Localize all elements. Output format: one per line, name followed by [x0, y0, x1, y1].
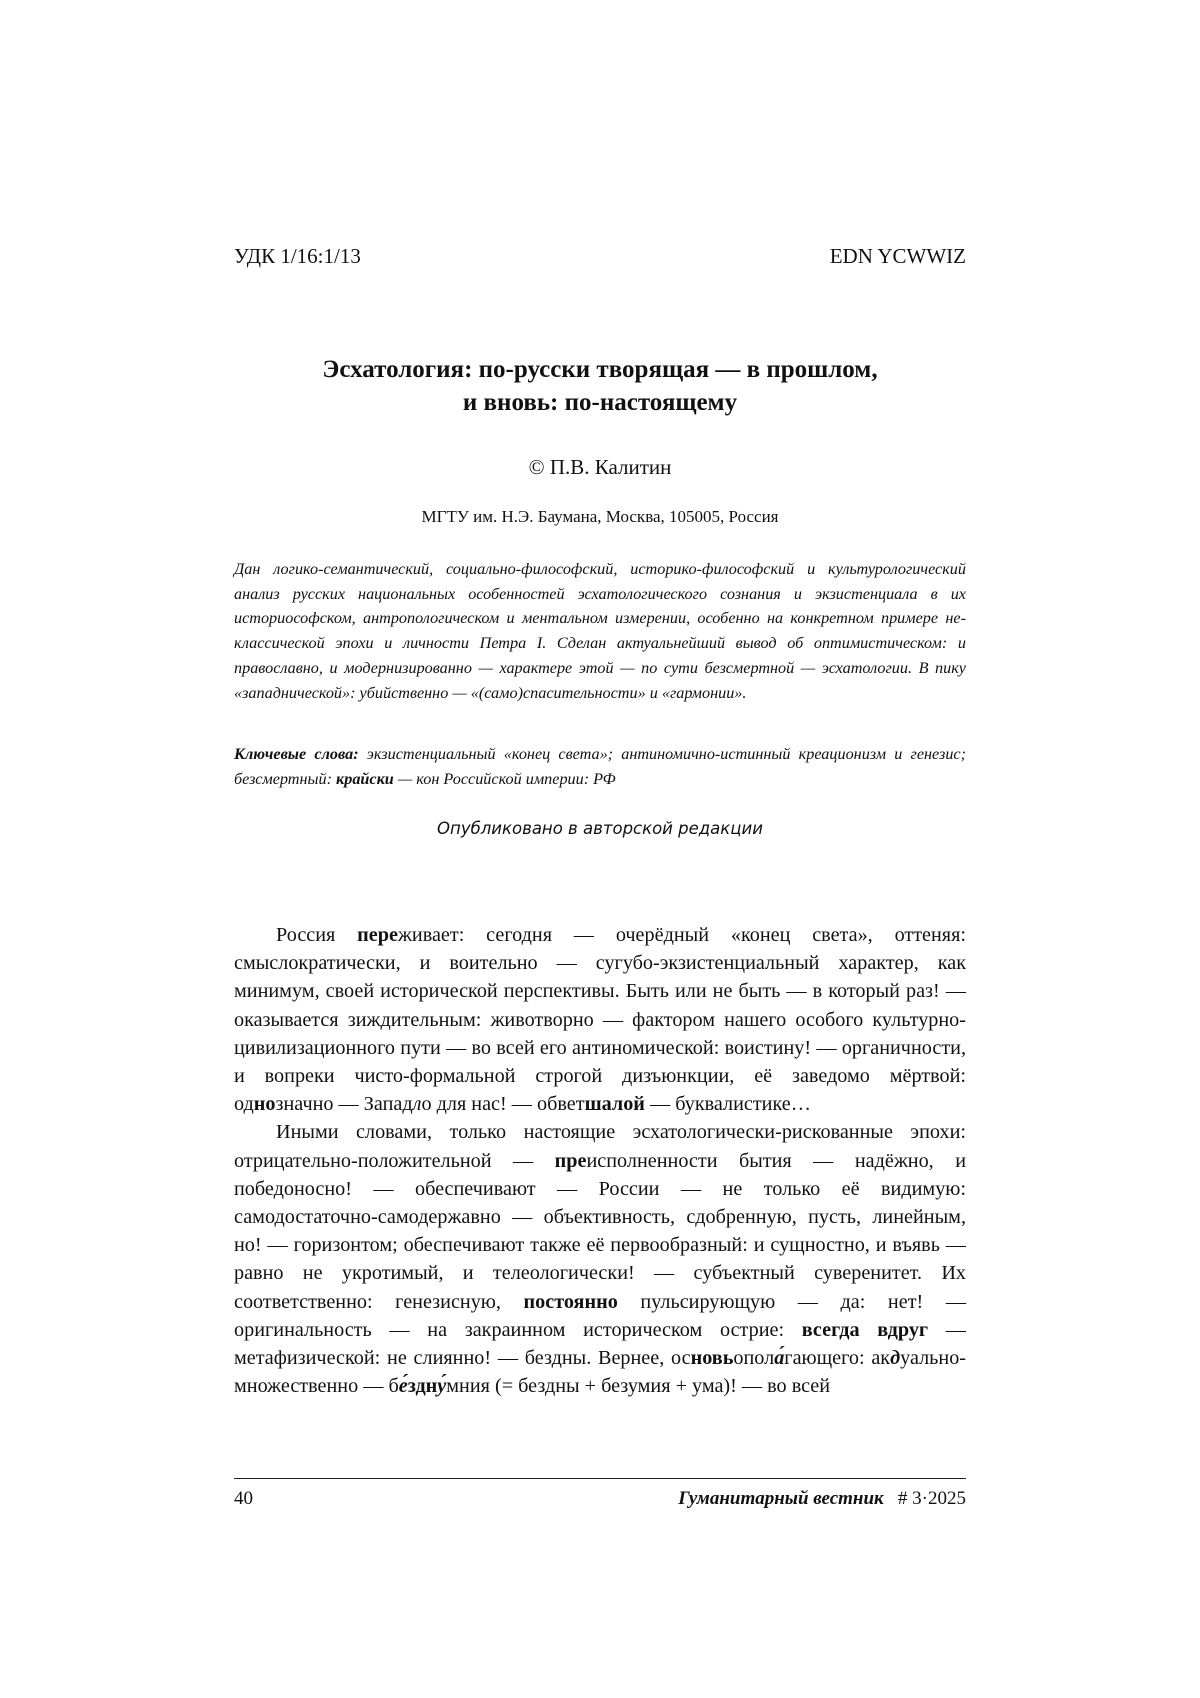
- bold-run: здн: [407, 1375, 438, 1398]
- article-title: [200, 353, 1000, 419]
- bold-run: шалой: [584, 1093, 645, 1116]
- bold-run: постоянно: [523, 1290, 618, 1313]
- italic-run: л: [412, 1093, 422, 1116]
- author: © П.В. Калитин: [528, 455, 672, 479]
- text-run: исполненности бытия — надёжно, и победоносно! — обеспечивают — России — не только её видимую: самодостаточно-самодержавно — объективность, сдобренную, пусть, линейным, но! — горизонтом; обеспечивают также её первообразный: и сущностно, и въявь — равно не укротимый, и телеологически! — субъектный суверенитет. Их соответственно: генезисную,: [234, 1149, 966, 1313]
- bold-run: но: [253, 1093, 276, 1116]
- bold-run: пере: [357, 924, 398, 946]
- bold-italic-run: а́: [774, 1347, 785, 1370]
- keywords-text-end: — кон Российской империи: РФ: [393, 769, 616, 788]
- text-run: опол: [733, 1347, 775, 1370]
- body-paragraph-2: [234, 1118, 966, 1400]
- journal-issue: [678, 1487, 966, 1511]
- text-run: пульсирующую — да: нет! — оригинальность — на закраинном историческом острие:: [234, 1290, 967, 1341]
- bold-run: новь: [690, 1347, 734, 1370]
- text-run: Россия: [276, 924, 358, 946]
- title-line-2: и вновь: по-настоящему: [462, 389, 738, 416]
- text-run: — метафизической: не слиянно! — бездны. Вернее, ос: [234, 1318, 966, 1370]
- bold-run: пре: [554, 1149, 587, 1172]
- bold-italic-run: е́: [398, 1375, 408, 1398]
- text-run: гающего: ак: [784, 1347, 891, 1370]
- text-run: Иными словами, только настоящие эсхатологически-рискованные эпохи: отрицательно-положительной —: [234, 1121, 966, 1172]
- article-body: [234, 921, 966, 1400]
- bold-run: всегда вдруг: [801, 1318, 929, 1341]
- body-paragraph-1: [234, 921, 966, 1118]
- keywords-text: экзистенциальный «конец света»; антиномично-истинный креационизм и генезис; безсмертный:: [234, 745, 966, 788]
- abstract: Дан логико-семантический, социально-философский, историко-философский и культурологический анализ русских национальных особенностей эсхатологического сознания и экзистенциала в их историософском, антропологическом и ментальном измерении, особенно на конкретном примере не-классической эпохи и личности Петра I. Сделан актуальнейший вывод об оптимистическом: и православно, и модернизированно — характере этой — по сути безсмертной — эсхатологии. В пику «западнической»: убийственно — «(само)спасительности» и «гармонии».: [234, 560, 966, 702]
- edn-code: EDN YCWWIZ: [829, 244, 966, 268]
- text-run: уально-множественно — б: [234, 1347, 967, 1398]
- keywords-label: Ключевые слова:: [234, 745, 359, 763]
- text-run: значно — Запад: [275, 1093, 413, 1116]
- text-run: мния (= бездны + безумия + ума)! — во всей: [446, 1375, 831, 1398]
- affiliation: МГТУ им. Н.Э. Баумана, Москва, 105005, Россия: [421, 507, 779, 526]
- udk-code: УДК 1/16:1/13: [234, 244, 361, 268]
- journal-name: Гуманитарный вестник: [678, 1488, 884, 1509]
- title-line-1: Эсхатология: по-русски творящая — в прошлом,: [322, 356, 878, 383]
- keywords: [234, 742, 966, 791]
- page-number: 40: [234, 1488, 253, 1509]
- text-run: о для нас! — обвет: [421, 1093, 585, 1116]
- bold-italic-run: у́: [437, 1375, 447, 1398]
- text-run: — буквалистике…: [644, 1093, 811, 1116]
- issue-number: # 3·2025: [897, 1488, 966, 1509]
- published-note: Опубликовано в авторской редакции: [437, 819, 763, 838]
- text-run: живает: сегодня — очерёдный «конец света», оттеняя: смыслократически, и воительно — сугубо-экзистенциальный характер, как минимум, своей исторической перспективы. Быть или не быть — в который раз! — оказывается зиждительным: животворно — фактором нашего особого культурно-цивилизационного пути — во всей его антиномической: воистину! — органичности, и вопреки чисто-формальной строгой дизъюнкции, её заведомо мёртвой: од: [234, 924, 966, 1116]
- bold-italic-run: д: [890, 1347, 901, 1370]
- footer-divider: [234, 1478, 966, 1479]
- keywords-bold-word: крайски: [336, 769, 394, 788]
